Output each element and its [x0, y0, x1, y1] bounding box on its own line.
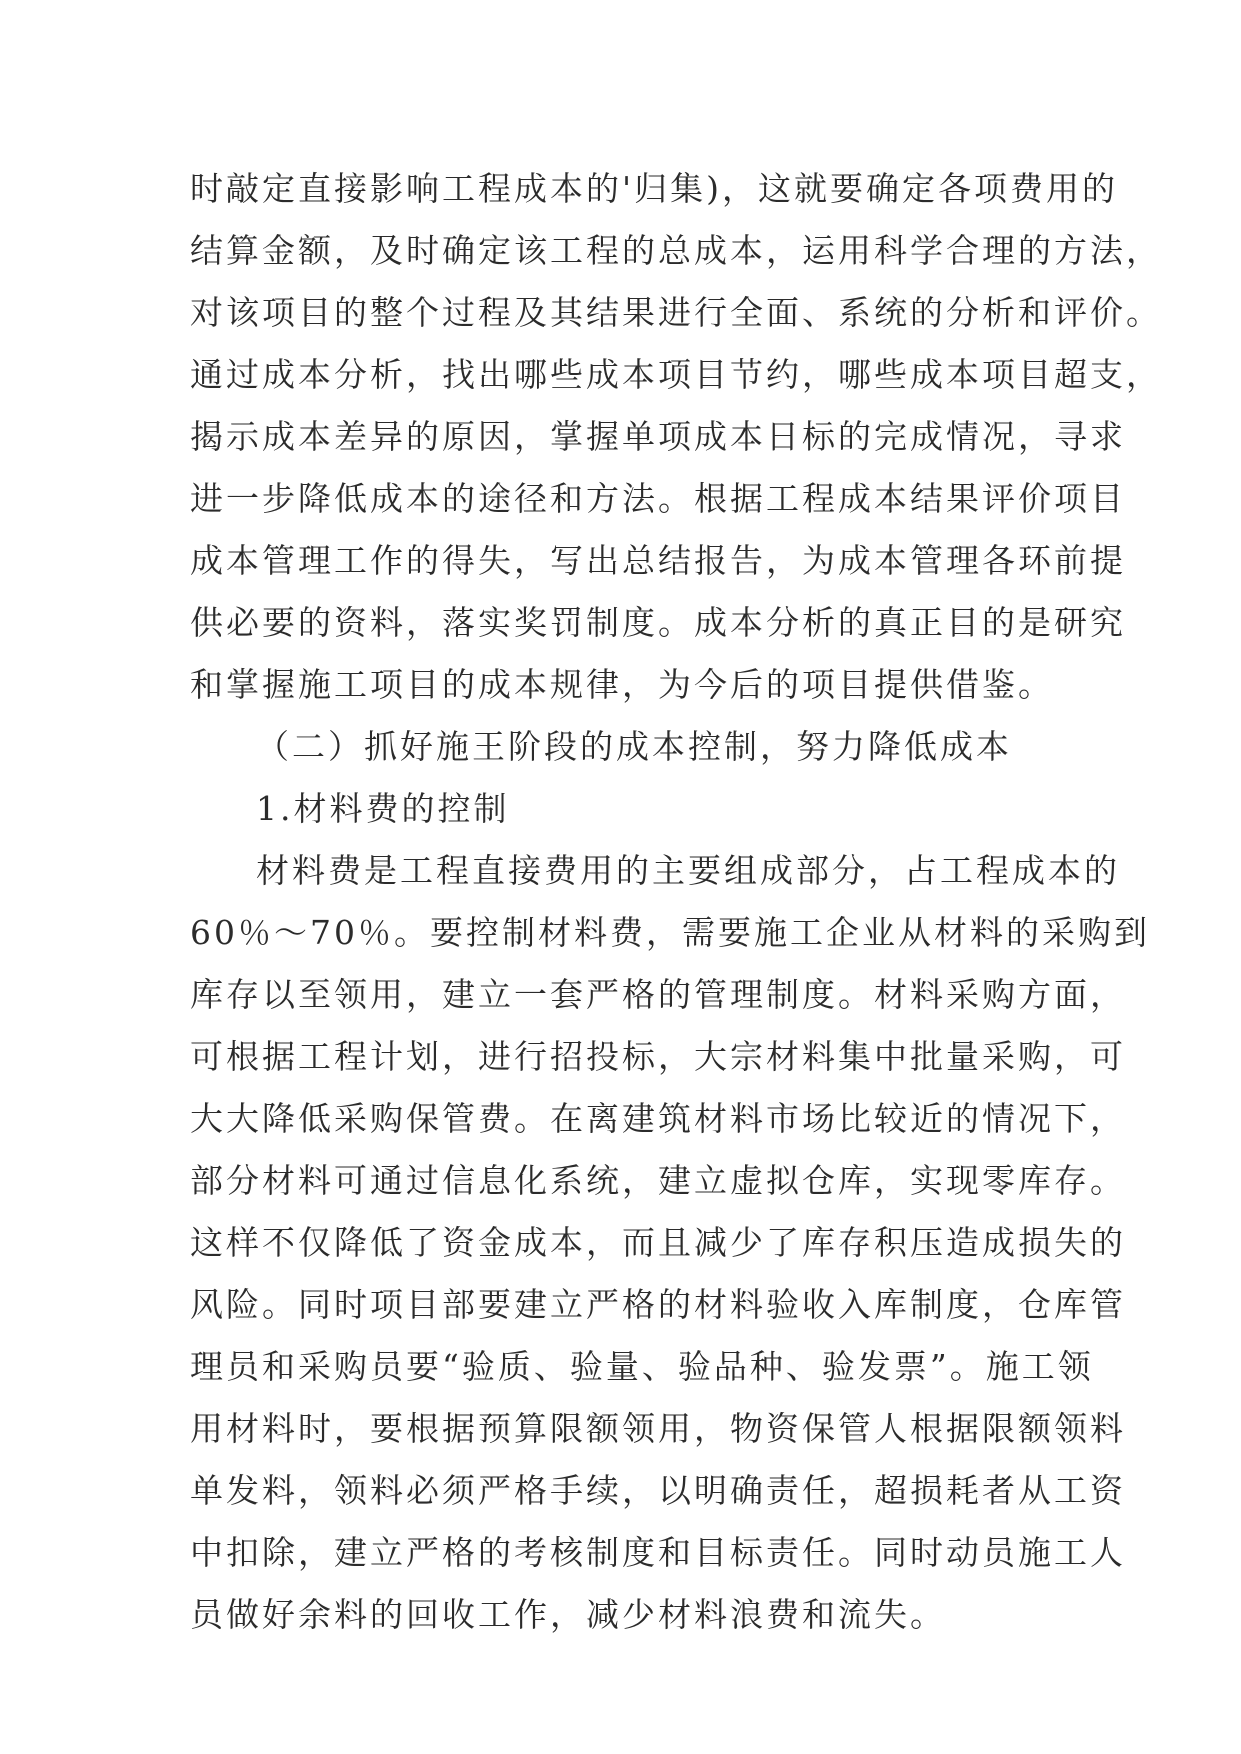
paragraph-line: 供必要的资料，落实奖罚制度。成本分析的真正目的是研究: [190, 603, 1126, 642]
paragraph-line: 揭示成本差异的原因，掌握单项成本日标的完成情况，寻求: [190, 417, 1126, 456]
paragraph-line: 风险。同时项目部要建立严格的材料验收入库制度，仓库管: [190, 1285, 1126, 1324]
paragraph-line: 时敲定直接影响工程成本的'归集)，这就要确定各项费用的: [190, 169, 1118, 208]
document-body: [190, 158, 1162, 1646]
paragraph-line: 理员和采购员要“验质、验量、验品种、验发票”。施工领: [190, 1347, 1094, 1386]
paragraph-line: 对该项目的整个过程及其结果进行全面、系统的分析和评价。: [190, 293, 1162, 332]
paragraph-line: 进一步降低成本的途径和方法。根据工程成本结果评价项目: [190, 479, 1126, 518]
paragraph-line: 结算金额，及时确定该工程的总成本，运用科学合理的方法，: [190, 231, 1162, 270]
paragraph-line: 通过成本分析，找出哪些成本项目节约，哪些成本项目超支，: [190, 355, 1162, 394]
section-heading: （二）抓好施王阶段的成本控制，努力降低成本: [256, 727, 1012, 766]
paragraph-line: 材料费是工程直接费用的主要组成部分，占工程成本的: [256, 851, 1120, 890]
paragraph-line: 用材料时，要根据预算限额领用，物资保管人根据限额领料: [190, 1409, 1126, 1448]
paragraph-line: 员做好余料的回收工作，减少材料浪费和流失。: [190, 1595, 946, 1634]
paragraph-line: 和掌握施工项目的成本规律，为今后的项目提供借鉴。: [190, 665, 1054, 704]
paragraph-line: 部分材料可通过信息化系统，建立虚拟仓库，实现零库存。: [190, 1161, 1126, 1200]
paragraph-line: 大大降低采购保管费。在离建筑材料市场比较近的情况下，: [190, 1099, 1126, 1138]
paragraph-line: 库存以至领用，建立一套严格的管理制度。材料采购方面，: [190, 975, 1126, 1014]
subsection-heading: 1.材料费的控制: [256, 789, 510, 828]
paragraph-line: 这样不仅降低了资金成本，而且减少了库存积压造成损失的: [190, 1223, 1126, 1262]
paragraph-line: 单发料，领料必须严格手续，以明确责任，超损耗者从工资: [190, 1471, 1126, 1510]
paragraph-line: 中扣除，建立严格的考核制度和目标责任。同时动员施工人: [190, 1533, 1126, 1572]
paragraph-line: 60％～70％。要控制材料费，需要施工企业从材料的采购到: [190, 913, 1150, 952]
paragraph-line: 成本管理工作的得失，写出总结报告，为成本管理各环前提: [190, 541, 1126, 580]
paragraph-line: 可根据工程计划，进行招投标，大宗材料集中批量采购，可: [190, 1037, 1126, 1076]
